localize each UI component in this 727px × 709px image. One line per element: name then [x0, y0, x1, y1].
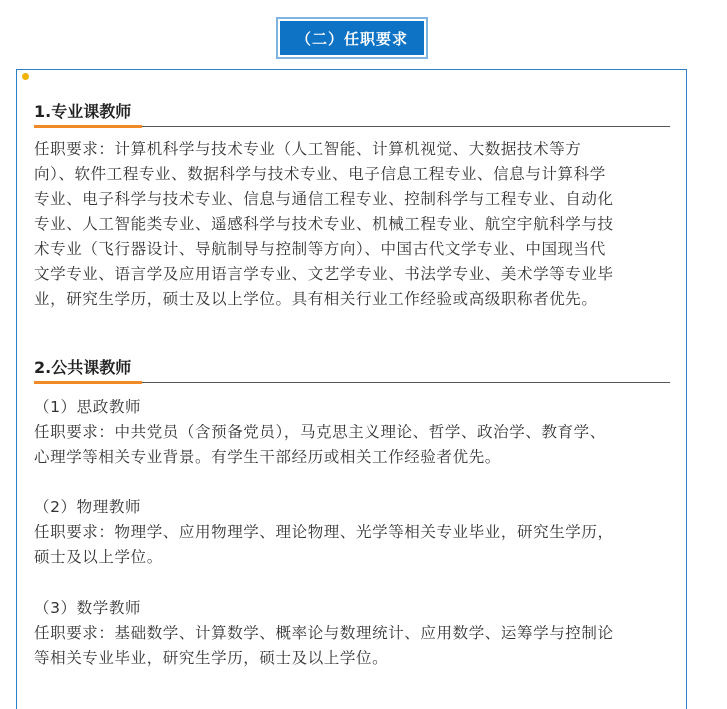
section-1-title: 1.专业课教师 [34, 102, 132, 121]
section-header-label: （二）任职要求 [278, 19, 426, 57]
section-1-body [34, 137, 674, 312]
subsection-title: （1）思政教师 [34, 398, 142, 416]
text-line: 任职要求：基础数学、计算数学、概率论与数理统计、应用数学、运筹学与控制论 [34, 624, 614, 642]
text-line: 专业、电子科学与技术专业、信息与通信工程专业、控制科学与工程专业、自动化 [34, 190, 614, 208]
subsection-physics [34, 495, 674, 570]
section-1-accent-bar [34, 125, 142, 128]
section-2-title: 2.公共课教师 [34, 358, 132, 377]
section-header [0, 0, 727, 70]
subsection-math [34, 596, 674, 671]
text-line: 业，研究生学历，硕士及以上学位。具有相关行业工作经验或高级职称者优先。 [34, 290, 598, 308]
text-line: 向）、软件工程专业、数据科学与技术专业、电子信息工程专业、信息与计算科学 [34, 165, 606, 183]
section-2-heading [34, 355, 670, 385]
text-line: 任职要求：物理学、应用物理学、理论物理、光学等相关专业毕业，研究生学历， [34, 523, 614, 541]
text-line: 专业、人工智能类专业、遥感科学与技术专业、机械工程专业、航空宇航科学与技 [34, 215, 614, 233]
text-line: 硕士及以上学位。 [34, 548, 163, 566]
subsection-title: （3）数学教师 [34, 599, 142, 617]
bullet-dot-icon [22, 73, 29, 80]
section-2-accent-bar [34, 381, 142, 384]
text-line: 文学专业、语言学及应用语言学专业、文艺学专业、书法学专业、美术学等专业毕 [34, 265, 614, 283]
section-1-heading [34, 99, 670, 129]
subsection-title: （2）物理教师 [34, 498, 142, 516]
text-line: 任职要求：计算机科学与技术专业（人工智能、计算机视觉、大数据技术等方 [34, 140, 582, 158]
text-line: 术专业（飞行器设计、导航制导与控制等方向）、中国古代文学专业、中国现当代 [34, 240, 606, 258]
text-line: 等相关专业毕业，研究生学历，硕士及以上学位。 [34, 649, 389, 667]
text-line: 心理学等相关专业背景。有学生干部经历或相关工作经验者优先。 [34, 448, 501, 466]
subsection-politics [34, 395, 674, 470]
text-line: 任职要求：中共党员（含预备党员），马克思主义理论、哲学、政治学、教育学、 [34, 423, 606, 441]
